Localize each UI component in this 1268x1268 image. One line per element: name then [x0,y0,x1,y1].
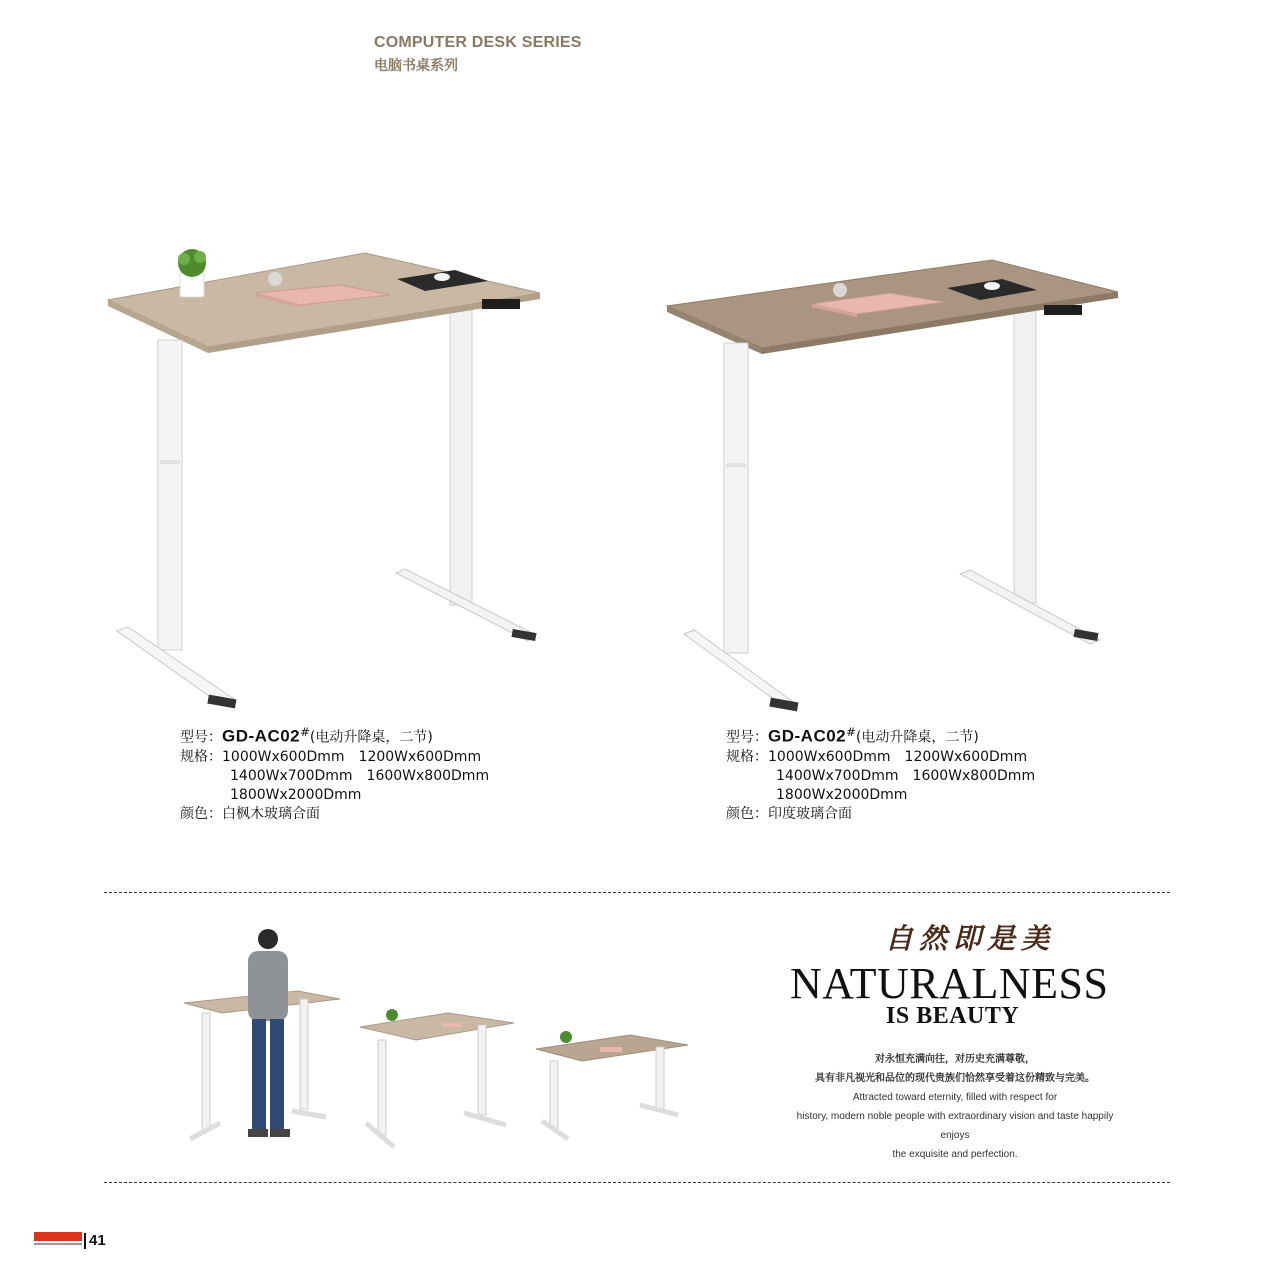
slogan-text-en-3: enjoys [940,1130,970,1141]
model-desc: (电动升降桌，二节) [855,729,979,746]
color-value: 白枫木玻璃合面 [222,805,320,822]
color-value: 印度玻璃合面 [768,805,852,822]
divider-bottom [104,1182,1170,1183]
mouse-icon [984,282,1000,290]
product-spec-1 [180,723,489,824]
lifestyle-image [180,925,700,1150]
model-code: GD-AC02 [768,726,847,746]
potted-plant-icon [178,249,206,297]
spec-label: 规格： [726,748,768,765]
size: 1000Wx600Dmm [768,748,891,765]
person-icon [248,929,290,1137]
color-label: 颜色： [726,805,768,822]
series-title-cn: 电脑书桌系列 [374,58,458,74]
control-panel-icon [482,299,520,309]
control-panel-icon [1044,305,1082,315]
size: 1400Wx700Dmm [230,767,353,784]
brand-logo [34,1232,82,1248]
model-label: 型号： [726,729,768,746]
size: 1200Wx600Dmm [904,748,1028,765]
size: 1600Wx800Dmm [366,767,490,784]
model-sup: # [846,725,856,739]
divider-top [104,892,1170,893]
model-sup: # [300,725,310,739]
slogan-title-en-1: NATURALNESS [790,959,1109,1008]
spec-label: 规格： [180,748,222,765]
slogan-text-en-4: the exquisite and perfection. [892,1149,1018,1160]
model-desc: (电动升降桌，二节) [309,729,433,746]
size: 1000Wx600Dmm [222,748,345,765]
size: 1800Wx2000Dmm [230,786,362,803]
slogan-title-en-2: IS BEAUTY [886,1003,1020,1029]
slogan-title-cn: 自然即是美 [885,922,1056,955]
size: 1600Wx800Dmm [912,767,1036,784]
product-spec-2 [726,723,1035,824]
slogan-text-en-1: Attracted toward eternity, filled with respect for [852,1092,1058,1103]
slogan-text-en-2: history, modern noble people with extraordinary vision and taste happily [796,1111,1114,1122]
size: 1200Wx600Dmm [358,748,482,765]
color-label: 颜色： [180,805,222,822]
desk-image-2 [662,248,1132,718]
slogan-text-cn-1: 对永恒充满向往，对历史充满尊敬， [875,1054,1035,1065]
series-title-en: COMPUTER DESK SERIES [374,34,582,51]
desk-image-1 [100,235,560,715]
slogan-text-cn-2: 具有非凡视光和品位的现代贵族们恰然享受着这份精致与完美。 [815,1073,1095,1084]
model-code: GD-AC02 [222,726,301,746]
size: 1800Wx2000Dmm [776,786,908,803]
model-label: 型号： [180,729,222,746]
page-number: 41 [84,1233,106,1249]
mouse-icon [434,273,450,281]
size: 1400Wx700Dmm [776,767,899,784]
